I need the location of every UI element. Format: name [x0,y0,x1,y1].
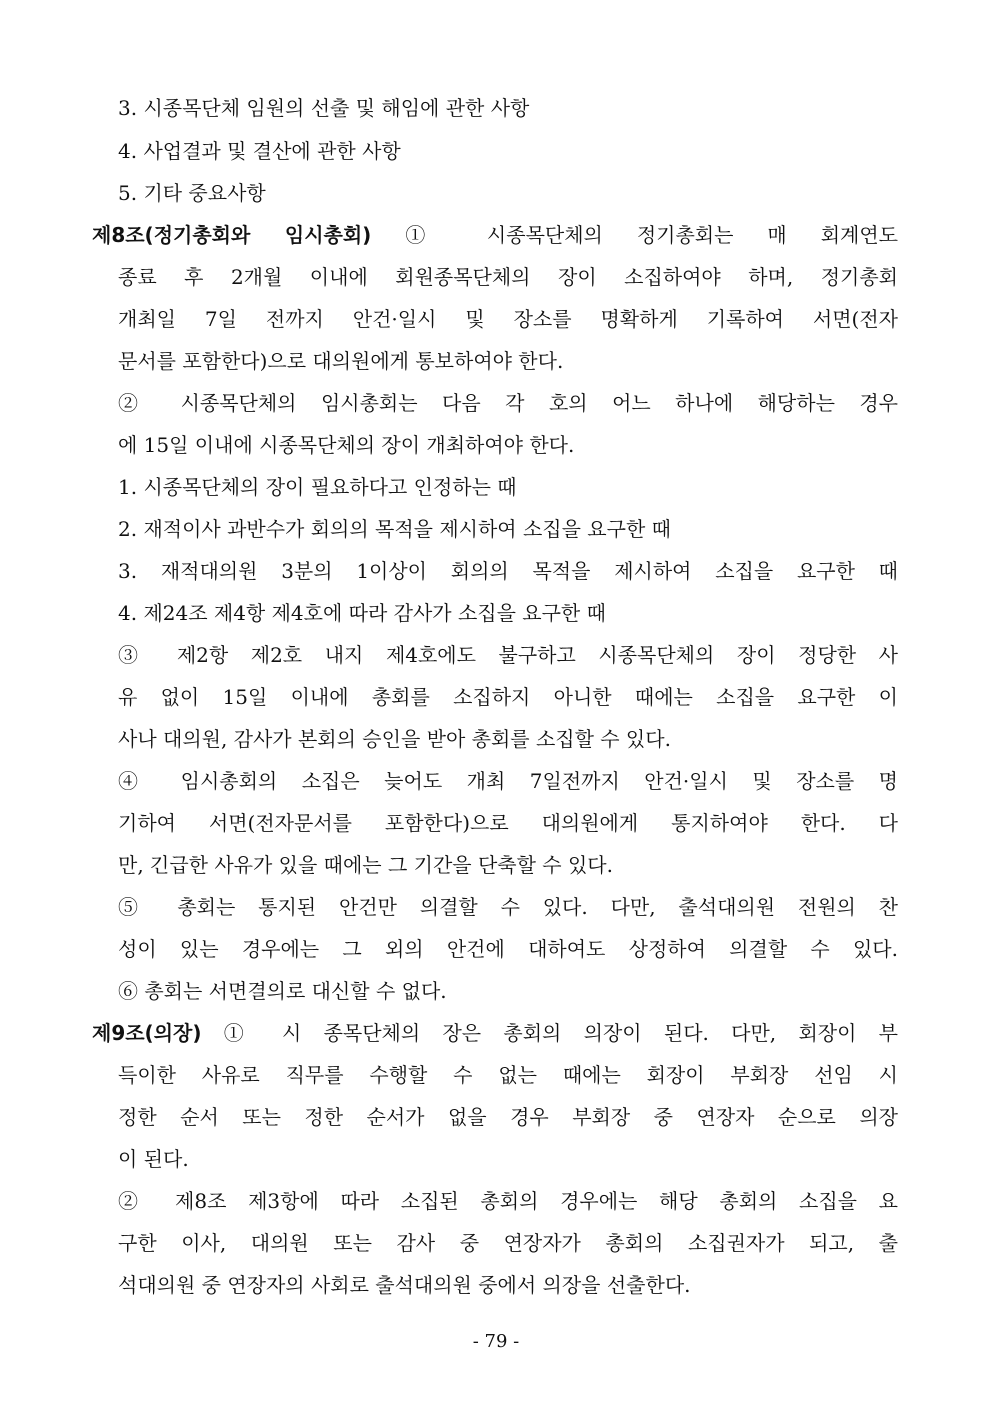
text-line: ② 제8조 제3항에 따라 소집된 총회의 경우에는 해당 총회의 소집을 요 [118,1189,898,1213]
text-line: 2. 재적이사 과반수가 회의의 목적을 제시하여 소집을 요구한 때 [118,517,671,541]
text-line: 5. 기타 중요사항 [118,181,266,205]
text-line: 3. 재적대의원 3분의 1이상이 회의의 목적을 제시하여 소집을 요구한 때 [118,559,898,583]
text-line: 문서를 포함한다)으로 대의원에게 통보하여야 한다. [118,349,564,373]
article-heading: 제9조(의장) [92,1021,202,1045]
text-line: 구한 이사, 대의원 또는 감사 중 연장자가 총회의 소집권자가 되고, 출 [118,1231,898,1255]
text-line: 이 된다. [118,1147,189,1171]
page-number: - 79 - [472,1331,520,1352]
text-line: ③ 제2항 제2호 내지 제4호에도 불구하고 시종목단체의 장이 정당한 사 [118,643,898,667]
article-9-first-line [92,1019,898,1047]
text-line: ① 시종목단체의 정기총회는 매 회계연도 [405,223,898,247]
text-line: 성이 있는 경우에는 그 외의 안건에 대하여도 상정하여 의결할 수 있다. [118,937,898,961]
text-line: 석대의원 중 연장자의 사회로 출석대의원 중에서 의장을 선출한다. [118,1273,691,1297]
text-line: 1. 시종목단체의 장이 필요하다고 인정하는 때 [118,475,517,499]
text-line: 4. 사업결과 및 결산에 관한 사항 [118,139,401,163]
text-line: 유 없이 15일 이내에 총회를 소집하지 아니한 때에는 소집을 요구한 이 [118,685,898,709]
text-line: 4. 제24조 제4항 제4호에 따라 감사가 소집을 요구한 때 [118,601,606,625]
text-line: 정한 순서 또는 정한 순서가 없을 경우 부회장 중 연장자 순으로 의장 [118,1105,898,1129]
text-line: 기하여 서면(전자문서를 포함한다)으로 대의원에게 통지하여야 한다. 다 [118,811,898,835]
text-line: 사나 대의원, 감사가 본회의 승인을 받아 총회를 소집할 수 있다. [118,727,671,751]
text-line: ① 시 종목단체의 장은 총회의 의장이 된다. 다만, 회장이 부 [223,1021,898,1045]
text-line: 득이한 사유로 직무를 수행할 수 없는 때에는 회장이 부회장 선임 시 [118,1063,898,1087]
text-line: 개최일 7일 전까지 안건·일시 및 장소를 명확하게 기록하여 서면(전자 [118,307,898,331]
text-line: ⑤ 총회는 통지된 안건만 의결할 수 있다. 다만, 출석대의원 전원의 찬 [118,895,898,919]
article-heading: 제8조(정기총회와 임시총회) [92,223,372,247]
text-line: 3. 시종목단체 임원의 선출 및 해임에 관한 사항 [118,96,530,120]
article-8-first-line [92,221,898,249]
text-line: ④ 임시총회의 소집은 늦어도 개최 7일전까지 안건·일시 및 장소를 명 [118,769,898,793]
text-line: 만, 긴급한 사유가 있을 때에는 그 기간을 단축할 수 있다. [118,853,613,877]
text-line: 종료 후 2개월 이내에 회원종목단체의 장이 소집하여야 하며, 정기총회 [118,265,898,289]
text-line: ⑥ 총회는 서면결의로 대신할 수 없다. [118,979,447,1003]
text-line: ② 시종목단체의 임시총회는 다음 각 호의 어느 하나에 해당하는 경우 [118,391,898,415]
text-line: 에 15일 이내에 시종목단체의 장이 개최하여야 한다. [118,433,575,457]
